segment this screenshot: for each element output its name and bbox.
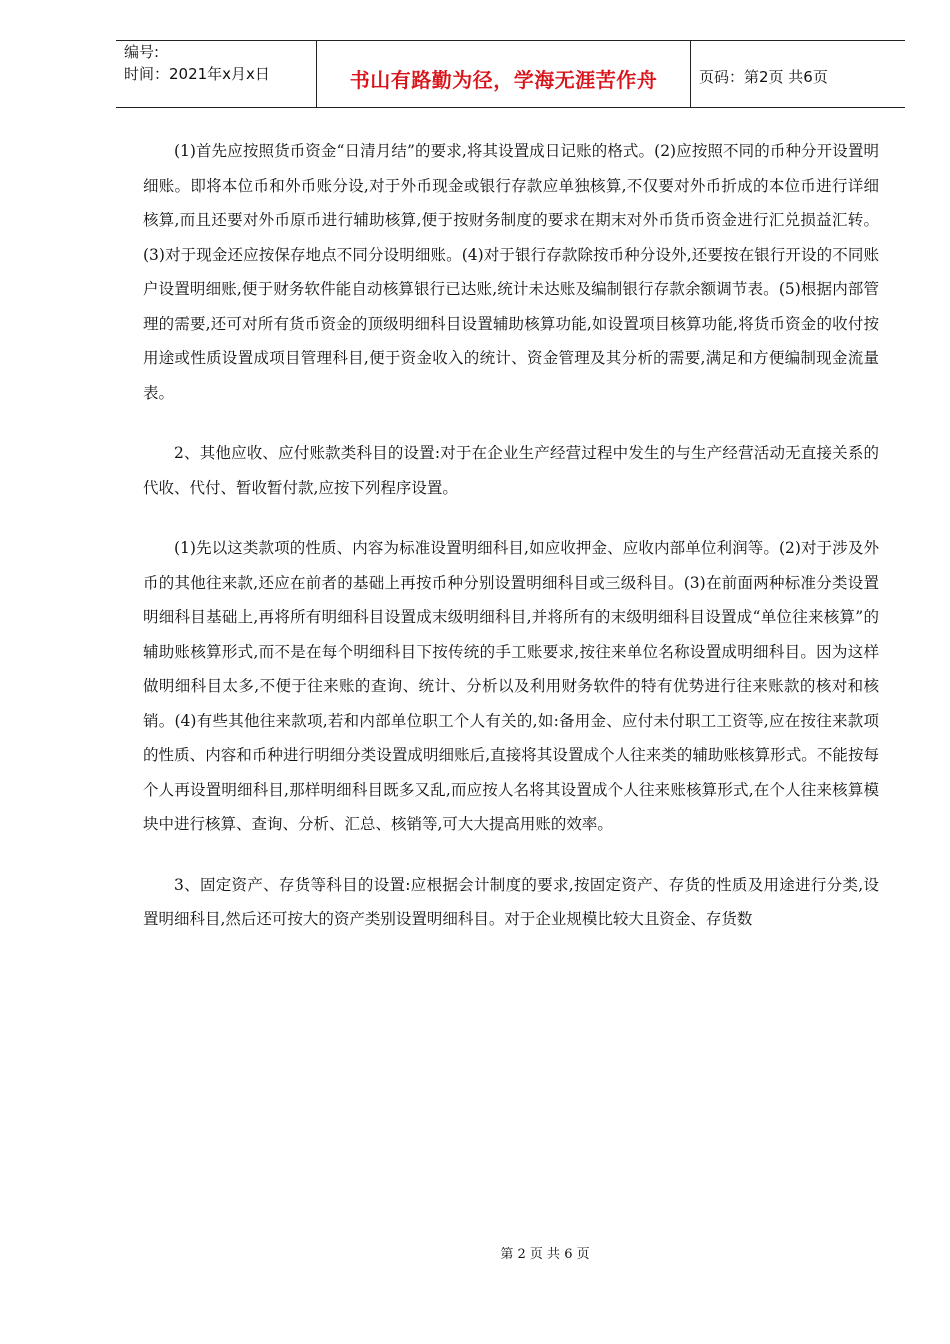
- page-footer: [0, 1243, 950, 1262]
- body-paragraph: (1)首先应按照货币资金“日清月结”的要求,将其设置成日记账的格式。(2)应按照不同的币种分开设置明细账。即将本位币和外币账分设,对于外币现金或银行存款应单独核算,不仅要对外币折成的本位币进行详细核算,而且还要对外币原币进行辅助核算,便于按财务制度的要求在期末对外币货币资金进行汇兑损益汇转。(3)对于现金还应按保存地点不同分设明细账。(4)对于银行存款除按币种分设外,还要按在银行开设的不同账户设置明细账,便于财务软件能自动核算银行已达账,统计未达账及编制银行存款余额调节表。(5)根据内部管理的需要,还可对所有货币资金的顶级明细科目设置辅助核算功能,如设置项目核算功能,将货币资金的收付按用途或性质设置成项目管理科目,便于资金收入的统计、资金管理及其分析的需要,满足和方便编制现金流量表。: [143, 142, 879, 402]
- body-paragraph: 3、固定资产、存货等科目的设置:应根据会计制度的要求,按固定资产、存货的性质及用途进行分类,设置明细科目,然后还可按大的资产类别设置明细科目。对于企业规模比较大且资金、存货数: [143, 875, 879, 928]
- document-body: [143, 134, 879, 963]
- document-header: [116, 40, 905, 108]
- header-motto: 书山有路勤为径，学海无涯苦作舟: [349, 68, 658, 92]
- header-page-cell: [691, 41, 905, 107]
- body-paragraph: 2、其他应收、应付账款类科目的设置:对于在企业生产经营过程中发生的与生产经营活动无直接关系的代收、代付、暂收暂付款,应按下列程序设置。: [143, 444, 879, 497]
- header-page-info: 页码：第2页 共6页: [699, 68, 828, 86]
- footer-page-number: 第 2 页 共 6 页: [500, 1247, 590, 1262]
- header-motto-cell: [316, 41, 691, 107]
- body-paragraph: (1)先以这类款项的性质、内容为标准设置明细科目,如应收押金、应收内部单位利润等。(2)对于涉及外币的其他往来款,还应在前者的基础上再按币种分别设置明细科目或三级科目。(3)在前面两种标准分类设置明细科目基础上,再将所有明细科目设置成末级明细科目,并将所有的末级明细科目设置成“单位往来核算”的辅助账核算形式,而不是在每个明细科目下按传统的手工账要求,按往来单位名称设置成明细科目。因为这样做明细科目太多,不便于往来账的查询、统计、分析以及利用财务软件的特有优势进行往来账款的核对和核销。(4)有些其他往来款项,若和内部单位职工个人有关的,如:备用金、应付未付职工工资等,应在按往来款项的性质、内容和币种进行明细分类设置成明细账后,直接将其设置成个人往来类的辅助账核算形式。不能按每个人再设置明细科目,那样明细科目既多又乱,而应按人名将其设置成个人往来账核算形式,在个人往来核算模块中进行核算、查询、分析、汇总、核销等,可大大提高用账的效率。: [143, 539, 879, 833]
- date-line: 时间：2021年x月x日: [124, 65, 270, 83]
- serial-number-label: 编号:: [124, 43, 160, 61]
- header-meta-cell: [116, 41, 316, 107]
